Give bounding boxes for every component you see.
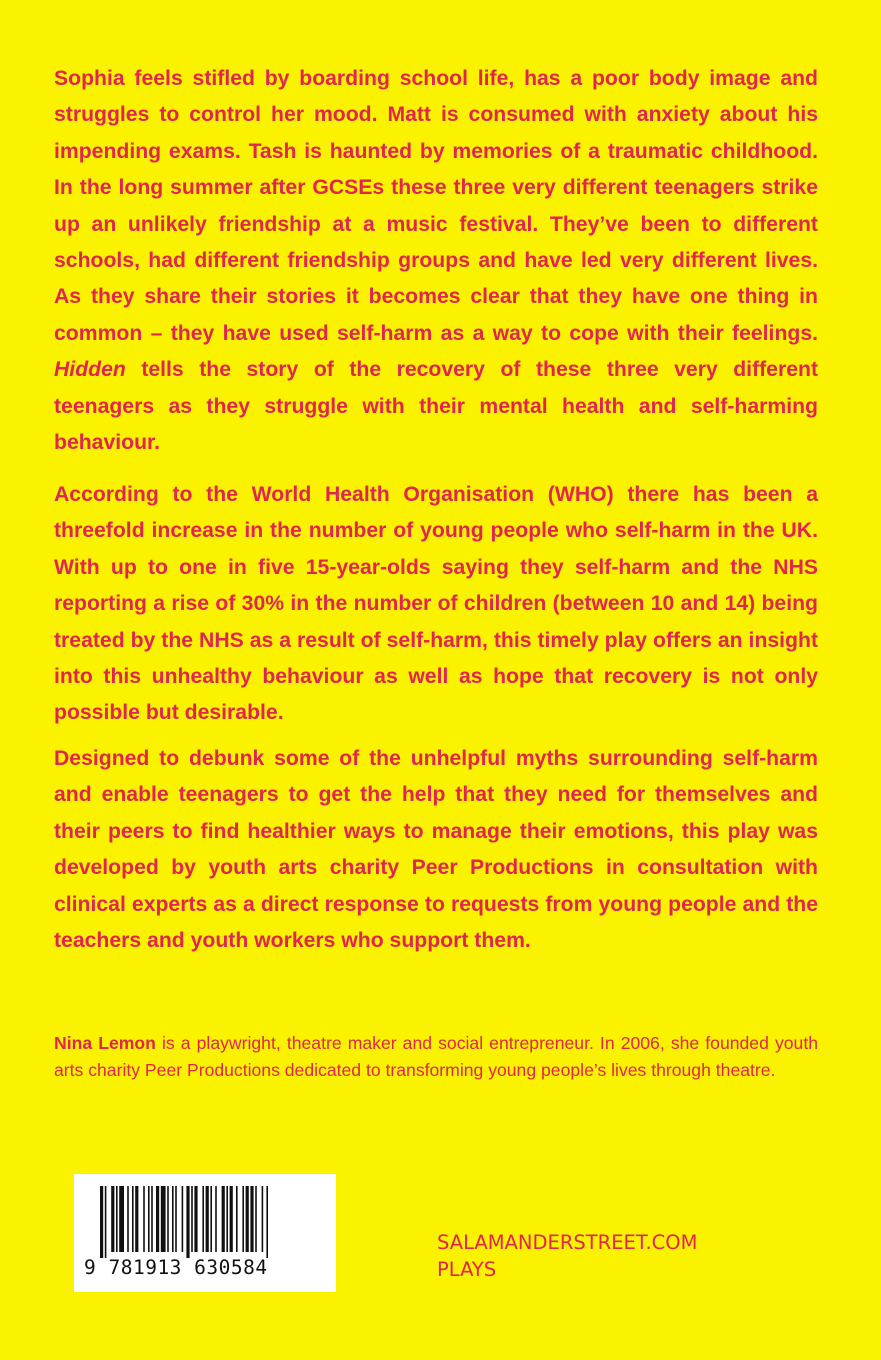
barcode-bar	[151, 1186, 153, 1252]
barcode-bar	[143, 1186, 145, 1252]
author-bio-text: is a playwright, theatre maker and social entrepreneur. In 2006, she founded youth arts charity Peer Productions dedicated to transforming young people’s lives through theatre.	[54, 1033, 819, 1080]
barcode-bar	[161, 1186, 166, 1252]
barcode-bar	[135, 1186, 138, 1252]
isbn-barcode	[74, 1174, 336, 1292]
barcode-bar	[127, 1186, 129, 1252]
isbn-digits: 9 781913 630584	[84, 1256, 268, 1279]
barcode-bar	[132, 1186, 134, 1252]
publisher-website: SALAMANDERSTREET.COM	[437, 1231, 698, 1254]
author-bio	[54, 1030, 818, 1083]
barcode-bar	[119, 1186, 124, 1252]
blurb-paragraph-1-text-a: Sophia feels stifled by boarding school life, has a poor body image and struggles to control her mood. Matt is consumed with anxiety about his impending exams. Tash is haunted by memories of a traumatic childhood. In the long summer after GCSEs these three very different teenagers strike up an unlikely friendship at a music festival. They’ve been to different schools, had different friendship groups and have led very different lives. As they share their stories it becomes clear that they have one thing in common – they have used self-harm as a way to cope with their feelings.	[54, 67, 818, 345]
barcode-bar	[222, 1186, 225, 1252]
barcode-bar	[250, 1186, 253, 1252]
barcode-bar	[156, 1186, 159, 1252]
barcode-bar	[242, 1186, 244, 1252]
barcode-bar	[206, 1186, 209, 1252]
barcode-bar	[255, 1186, 257, 1252]
play-title: Hidden	[54, 358, 126, 382]
barcode-bar	[100, 1186, 103, 1258]
barcode-bar	[266, 1186, 268, 1258]
barcode-bar	[182, 1186, 184, 1252]
barcode-bar	[215, 1186, 217, 1252]
barcode-bar	[186, 1186, 189, 1258]
barcode-bar	[262, 1186, 264, 1252]
barcode-bar	[230, 1186, 233, 1252]
blurb-paragraph-2: According to the World Health Organisation (WHO) there has been a threefold increase in the number of young people who self-harm in the UK. With up to one in five 15-year-olds saying they self-harm and the NHS reporting a rise of 30% in the number of children (between 10 and 14) being treated by the NHS as a result of self-harm, this timely play offers an insight into this unhealthy behaviour as well as hope that recovery is not only possible but desirable.	[54, 483, 818, 725]
barcode-bar	[116, 1186, 118, 1252]
barcode-bar	[236, 1186, 238, 1252]
barcode-bar	[210, 1186, 212, 1252]
blurb-paragraph-1-text-b: tells the story of the recovery of these three very different teenagers as they struggle with their mental health and self-harming behaviour.	[54, 358, 818, 455]
barcode-bar	[202, 1186, 204, 1252]
barcode-bar	[226, 1186, 228, 1252]
publisher-category: PLAYS	[437, 1258, 497, 1281]
blurb-paragraph-1	[54, 61, 818, 461]
blurb-paragraph-3: Designed to debunk some of the unhelpful myths surrounding self-harm and enable teenagers to get the help that they need for themselves and their peers to find healthier ways to manage their emotions, this play was developed by youth arts charity Peer Productions in consultation with clinical experts as a direct response to requests from young people and the teachers and youth workers who support them.	[54, 747, 818, 953]
barcode-bar	[175, 1186, 177, 1252]
barcode-bar	[105, 1186, 107, 1258]
barcode-bar	[172, 1186, 174, 1252]
barcode-bar	[111, 1186, 114, 1252]
barcode-bar	[191, 1186, 193, 1252]
barcode-bar	[194, 1186, 197, 1252]
barcode-bar	[246, 1186, 249, 1252]
publisher-block	[437, 1229, 697, 1283]
barcode-bar	[148, 1186, 150, 1252]
author-name: Nina Lemon	[54, 1033, 156, 1053]
barcode-bar	[167, 1186, 169, 1252]
